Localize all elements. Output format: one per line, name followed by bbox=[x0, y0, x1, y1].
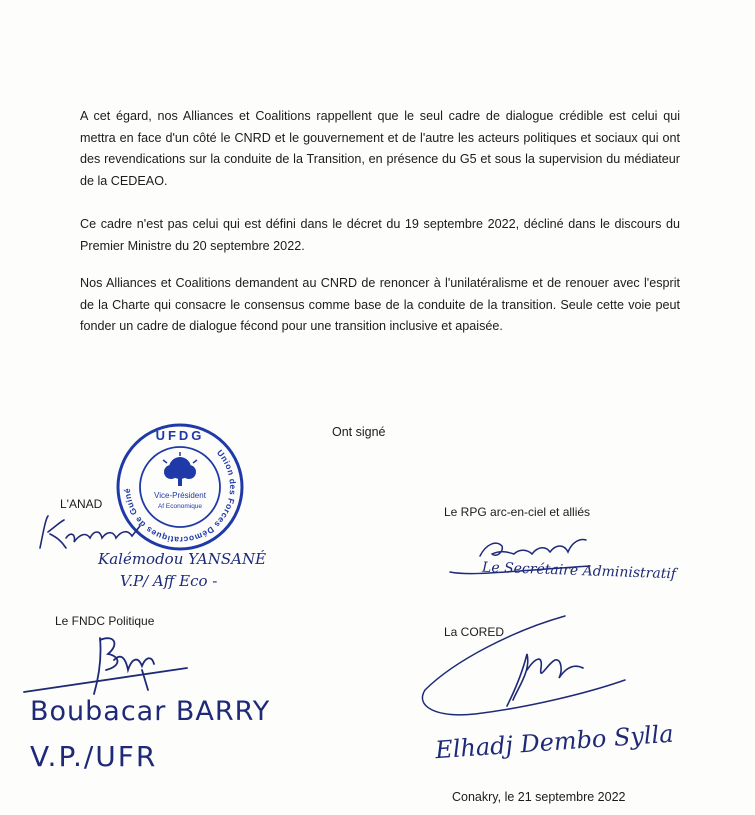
tree-emblem-icon bbox=[163, 452, 197, 486]
cored-signature bbox=[415, 610, 635, 730]
cored-label: La CORED bbox=[444, 625, 505, 639]
fndc-signature bbox=[22, 630, 192, 705]
anad-handwritten-name: Kalémodou YANSANÉ bbox=[98, 550, 267, 568]
cored-handwritten-name: Elhadj Dembo Sylla bbox=[434, 719, 675, 765]
anad-label: L'ANAD bbox=[60, 497, 103, 511]
fndc-handwritten-name: Boubacar BARRY bbox=[30, 696, 271, 727]
rpg-handwritten-title: Le Secrétaire Administratif bbox=[481, 559, 677, 583]
rpg-label: Le RPG arc-en-ciel et alliés bbox=[444, 505, 591, 519]
place-date: Conakry, le 21 septembre 2022 bbox=[452, 790, 626, 804]
stamp-center-line1: Vice-Président bbox=[154, 491, 206, 500]
paragraph-dialogue-framework: A cet égard, nos Alliances et Coalitions rappellent que le seul cadre de dialogue crédible est celui qui mettra en face d'un côté le CNRD et le gouvernement et de l'autre les acteurs politiques et sociaux qui ont des revendications sur la conduite de la Transition, en présence du G5 et sous la supervision du médiateur de la CEDEAO. bbox=[80, 109, 680, 188]
fndc-label: Le FNDC Politique bbox=[55, 614, 155, 628]
stamp-center-line2: Af Economique bbox=[157, 503, 203, 510]
signed-heading: Ont signé bbox=[332, 425, 386, 439]
fndc-handwritten-title: V.P./UFR bbox=[30, 740, 158, 773]
paragraph-demand: Nos Alliances et Coalitions demandent au CNRD de renoncer à l'unilatéralisme et de renouer avec l'esprit de la Charte qui consacre le consensus comme base de la conduite de la transition. Seule cette voie peut fonder un cadre de dialogue fécond pour une transition inclusive et apaisée. bbox=[80, 276, 680, 333]
anad-handwritten-title: V.P/ Aff Eco - bbox=[120, 572, 218, 590]
stamp-ring-text: Union des Forces Démocratiques de Guinée bbox=[112, 414, 239, 546]
paragraph-decree: Ce cadre n'est pas celui qui est défini dans le décret du 19 septembre 2022, décliné dans le discours du Premier Ministre du 20 septembre 2022. bbox=[80, 217, 680, 253]
stamp-top-text: UFDG bbox=[155, 428, 205, 443]
